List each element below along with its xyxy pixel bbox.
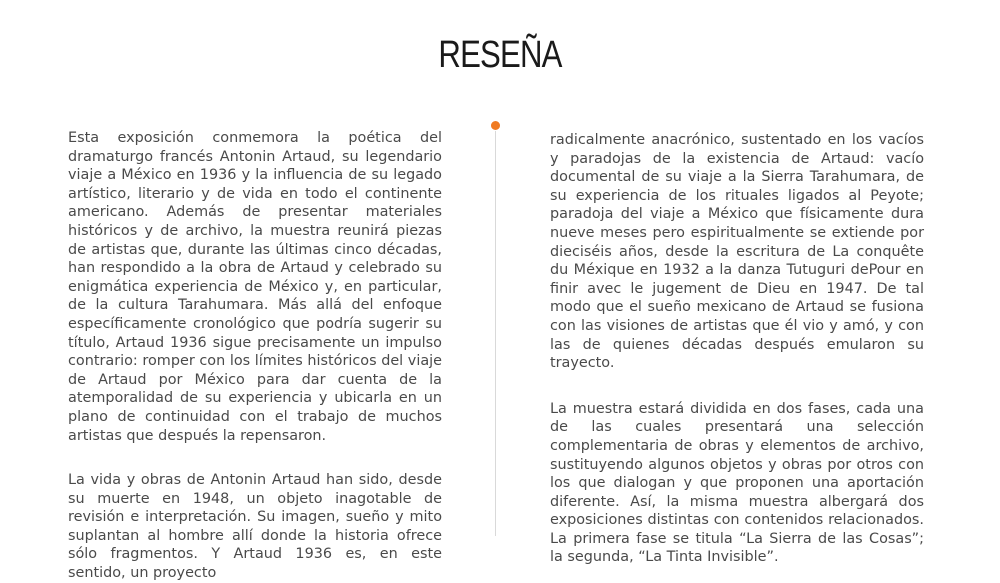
paragraph-life-and-works: La vida y obras de Antonin Artaud han sido, desde su muerte en 1948, un objeto inagotable de revisión e interpretación. Su imagen, sueño y mito suplantan al hombre allí donde la historia ofrece sólo fragmentos. Y Artaud 1936 es, en este sentido, un proyecto: [68, 472, 442, 582]
paragraph-anachronic-project: radicalmente anacrónico, sustentado en los vacíos y paradojas de la existencia de Artaud: vacío documental de su viaje a la Sierra Tarahumara, de su experiencia de los rituales ligados al Peyote; paradoja del viaje a México que físicamente dura nueve meses pero espiritualmente se extiende por dieciséis años, desde la escritura de La conquête du Méxique en 1932 a la danza Tutuguri dePour en finir avec le jugement de Dieu en 1947. De tal modo que el sueño mexicano de Artaud se fusiona con las visiones de artistas que él vio y amó, y con las de quienes décadas después emularon su trayecto.: [550, 132, 924, 372]
divider-accent-dot: [491, 121, 500, 130]
page-title: RESEÑA: [438, 34, 562, 76]
paragraph-intro: Esta exposición conmemora la poética del dramaturgo francés Antonin Artaud, su legendario viaje a México en 1936 y la influencia de su legado artístico, literario y de vida en todo el continente americano. Además de presentar materiales históricos y de archivo, la muestra reunirá piezas de artistas que, durante las últimas cinco décadas, han respondido a la obra de Artaud y celebrado su enigmática experiencia de México y, en particular, de la cultura Tarahumara. Más allá del enfoque específicamente cronológico que podría sugerir su título, Artaud 1936 sigue precisamente un impulso contrario: romper con los límites históricos del viaje de Artaud por México para dar cuenta de la atemporalidad de su experiencia y ubicarla en un plano de continuidad con el trabajo de muchos artistas que después la repensaron.: [68, 130, 442, 444]
right-column: [550, 131, 924, 567]
left-column: [68, 129, 442, 583]
column-divider: [495, 131, 496, 536]
paragraph-exhibition-phases: La muestra estará dividida en dos fases, cada una de las cuales presentará una selección complementaria de obras y elementos de archivo, sustituyendo algunos objetos y obras por otros con los que dialogan y que proponen una aportación diferente. Así, la misma muestra albergará dos exposiciones distintas con contenidos relacionados. La primera fase se titula “La Sierra de las Cosas”; la segunda, “La Tinta Invisible”.: [550, 400, 924, 566]
